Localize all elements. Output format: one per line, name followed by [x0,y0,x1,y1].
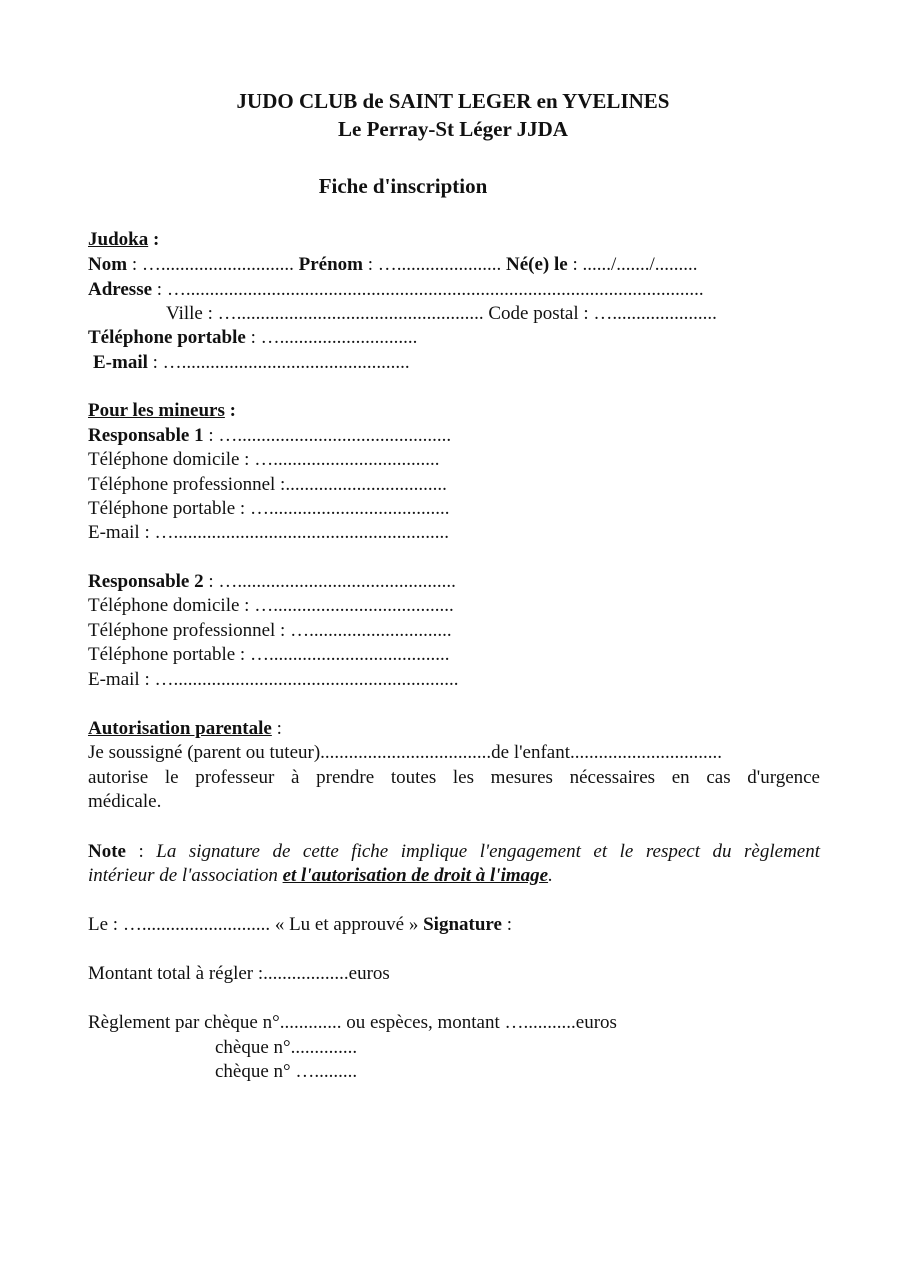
resp2-home-phone-field[interactable]: Téléphone domicile : …...................................... [88,595,454,616]
authorization-line-3: médicale. [88,791,162,812]
signature-colon: : [501,914,512,935]
cheque-3-field[interactable]: chèque n° …......... [215,1061,358,1082]
authorization-heading: Autorisation parentale [88,718,272,739]
adresse-field[interactable]: : …............................................................................................................. [152,279,704,300]
resp1-line [88,424,451,448]
name-line [88,253,698,277]
club-name: JUDO CLUB de SAINT LEGER en YVELINES [236,89,670,113]
email-field[interactable]: : …................................................ [147,352,410,373]
authorization-line-1[interactable]: Je soussigné (parent ou tuteur)....................................de l'enfant................................ [88,742,723,763]
resp2-work-phone-field[interactable]: Téléphone professionnel : ….............................. [88,620,452,641]
resp1-mobile-field[interactable]: Téléphone portable : …...................................... [88,498,450,519]
adresse-label: Adresse [88,279,153,300]
cheque-2-field[interactable]: chèque n°.............. [215,1037,358,1058]
note-line-1 [88,840,820,864]
address-line [88,278,704,302]
note-text-2: intérieur de l'association [88,865,283,886]
note-sep: : [125,841,157,862]
resp1-email-field[interactable]: E-mail : ….......................................................... [88,522,449,543]
note-text-1: La signature de cette fiche implique l'engagement et le respect du règlement [156,841,820,862]
minors-heading-line [88,399,236,423]
authorization-line-2: autorise le professeur à prendre toutes les mesures nécessaires en cas d'urgence [88,767,820,788]
resp1-label: Responsable 1 [88,425,204,446]
note-label: Note [88,841,126,862]
judoka-heading-colon: : [148,229,160,250]
signature-line [88,913,512,937]
club-subtitle: Le Perray-St Léger JJDA [338,117,568,141]
signature-label: Signature [423,914,502,935]
resp2-line [88,570,456,594]
date-field[interactable]: Le : …........................... « Lu et approuvé » [88,914,424,935]
prenom-label: Prénom [298,254,363,275]
prenom-field[interactable]: : …...................... [362,254,502,275]
form-title: Fiche d'inscription [318,174,488,198]
note-image-rights: et l'autorisation de droit à l'image [282,865,549,886]
authorization-heading-line [88,717,282,741]
note-line-2 [88,864,553,888]
total-amount-field[interactable]: Montant total à régler :..................euros [88,963,390,984]
minors-heading-colon: : [224,400,236,421]
resp1-field[interactable]: : …............................................. [203,425,452,446]
resp1-work-phone-field[interactable]: Téléphone professionnel :.................................. [88,474,447,495]
judoka-heading-line [88,228,159,252]
resp1-home-phone-field[interactable]: Téléphone domicile : …................................... [88,449,440,470]
nom-label: Nom [88,254,128,275]
birthdate-label: Né(e) le [506,254,568,275]
resp2-label: Responsable 2 [88,571,204,592]
payment-method-field[interactable]: Règlement par chèque n°............. ou espèces, montant …...........euros [88,1012,617,1033]
city-postal-field[interactable]: Ville : ….................................................... Code postal : …...................... [166,303,717,324]
judoka-heading: Judoka [88,229,149,250]
birthdate-field[interactable]: : ....../......./......... [567,254,698,275]
note-end: . [548,865,553,886]
resp2-field[interactable]: : ….............................................. [203,571,456,592]
minors-heading: Pour les mineurs [88,400,225,421]
resp2-email-field[interactable]: E-mail : …............................................................ [88,669,459,690]
resp2-mobile-field[interactable]: Téléphone portable : …...................................... [88,644,450,665]
tel-label: Téléphone portable [88,327,246,348]
authorization-heading-colon: : [271,718,282,739]
tel-field[interactable]: : …............................. [245,327,418,348]
mobile-line [88,326,417,350]
nom-field[interactable]: : …............................ [127,254,294,275]
email-line [93,351,410,375]
email-label: E-mail [93,352,148,373]
